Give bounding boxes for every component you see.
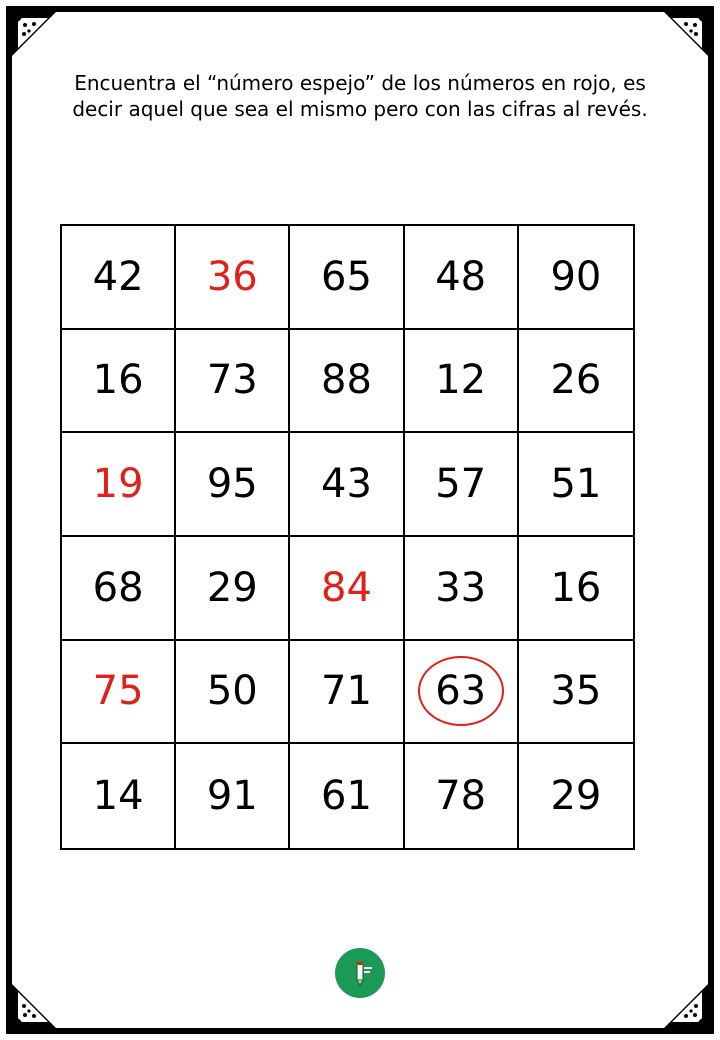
grid-cell[interactable] <box>290 226 404 330</box>
grid-cell[interactable] <box>290 744 404 848</box>
grid-cell[interactable] <box>519 641 633 745</box>
cell-number: 16 <box>92 357 144 404</box>
grid-cell-circled[interactable] <box>405 641 519 745</box>
corner-ornament-top-left <box>12 12 56 56</box>
grid-cell[interactable] <box>62 330 176 434</box>
cell-number: 14 <box>92 773 144 820</box>
grid-cell-red[interactable] <box>62 433 176 537</box>
grid-cell[interactable] <box>176 330 290 434</box>
grid-cell[interactable] <box>176 537 290 641</box>
cell-number: 65 <box>321 253 372 300</box>
grid-cell[interactable] <box>62 226 176 330</box>
cell-number: 35 <box>550 668 602 715</box>
cell-number: 61 <box>321 773 372 820</box>
grid-cell[interactable] <box>290 330 404 434</box>
cell-number: 48 <box>435 253 487 300</box>
corner-ornament-top-right <box>664 12 708 56</box>
cell-number: 50 <box>206 668 258 715</box>
cell-number: 57 <box>435 461 487 508</box>
cell-number: 78 <box>435 773 487 820</box>
instructions-text: Encuentra el “número espejo” de los números en rojo, es decir aquel que sea el mismo pero con las cifras al revés. <box>72 71 648 121</box>
grid-cell[interactable] <box>519 537 633 641</box>
corner-ornament-bottom-right <box>664 984 708 1028</box>
grid-cell[interactable] <box>176 433 290 537</box>
cell-number: 68 <box>92 564 144 611</box>
cell-number: 29 <box>206 564 258 611</box>
cell-number: 75 <box>92 668 144 715</box>
cell-number: 63 <box>435 668 487 715</box>
publisher-logo <box>335 948 385 998</box>
cell-number: 73 <box>206 357 258 404</box>
corner-ornament-bottom-left <box>12 984 56 1028</box>
cell-number: 12 <box>435 357 487 404</box>
cell-number: 26 <box>550 357 602 404</box>
cell-number: 36 <box>206 253 258 300</box>
grid-cell[interactable] <box>405 744 519 848</box>
cell-number: 16 <box>550 564 602 611</box>
pencil-logo-icon <box>345 958 375 988</box>
cell-number: 33 <box>435 564 487 611</box>
grid-cell[interactable] <box>519 433 633 537</box>
grid-cell[interactable] <box>62 537 176 641</box>
cell-number: 91 <box>206 773 258 820</box>
cell-number: 42 <box>92 253 144 300</box>
grid-cell[interactable] <box>519 330 633 434</box>
grid-cell[interactable] <box>62 744 176 848</box>
cell-number: 95 <box>206 461 258 508</box>
cell-number: 90 <box>550 253 602 300</box>
cell-number: 43 <box>321 461 372 508</box>
cell-number: 51 <box>550 461 602 508</box>
grid-cell[interactable] <box>290 433 404 537</box>
cell-number: 29 <box>550 773 602 820</box>
grid-cell[interactable] <box>176 744 290 848</box>
grid-cell-red[interactable] <box>290 537 404 641</box>
cell-number: 71 <box>321 668 372 715</box>
grid-cell[interactable] <box>405 433 519 537</box>
grid-cell[interactable] <box>176 641 290 745</box>
cell-number: 88 <box>321 357 372 404</box>
grid-cell-red[interactable] <box>176 226 290 330</box>
grid-cell[interactable] <box>290 641 404 745</box>
cell-number: 84 <box>321 564 372 611</box>
grid-cell[interactable] <box>405 226 519 330</box>
grid-cell[interactable] <box>405 330 519 434</box>
grid-cell[interactable] <box>405 537 519 641</box>
grid-cell-red[interactable] <box>62 641 176 745</box>
cell-number: 19 <box>92 461 144 508</box>
number-grid <box>60 224 635 850</box>
grid-cell[interactable] <box>519 226 633 330</box>
grid-cell[interactable] <box>519 744 633 848</box>
